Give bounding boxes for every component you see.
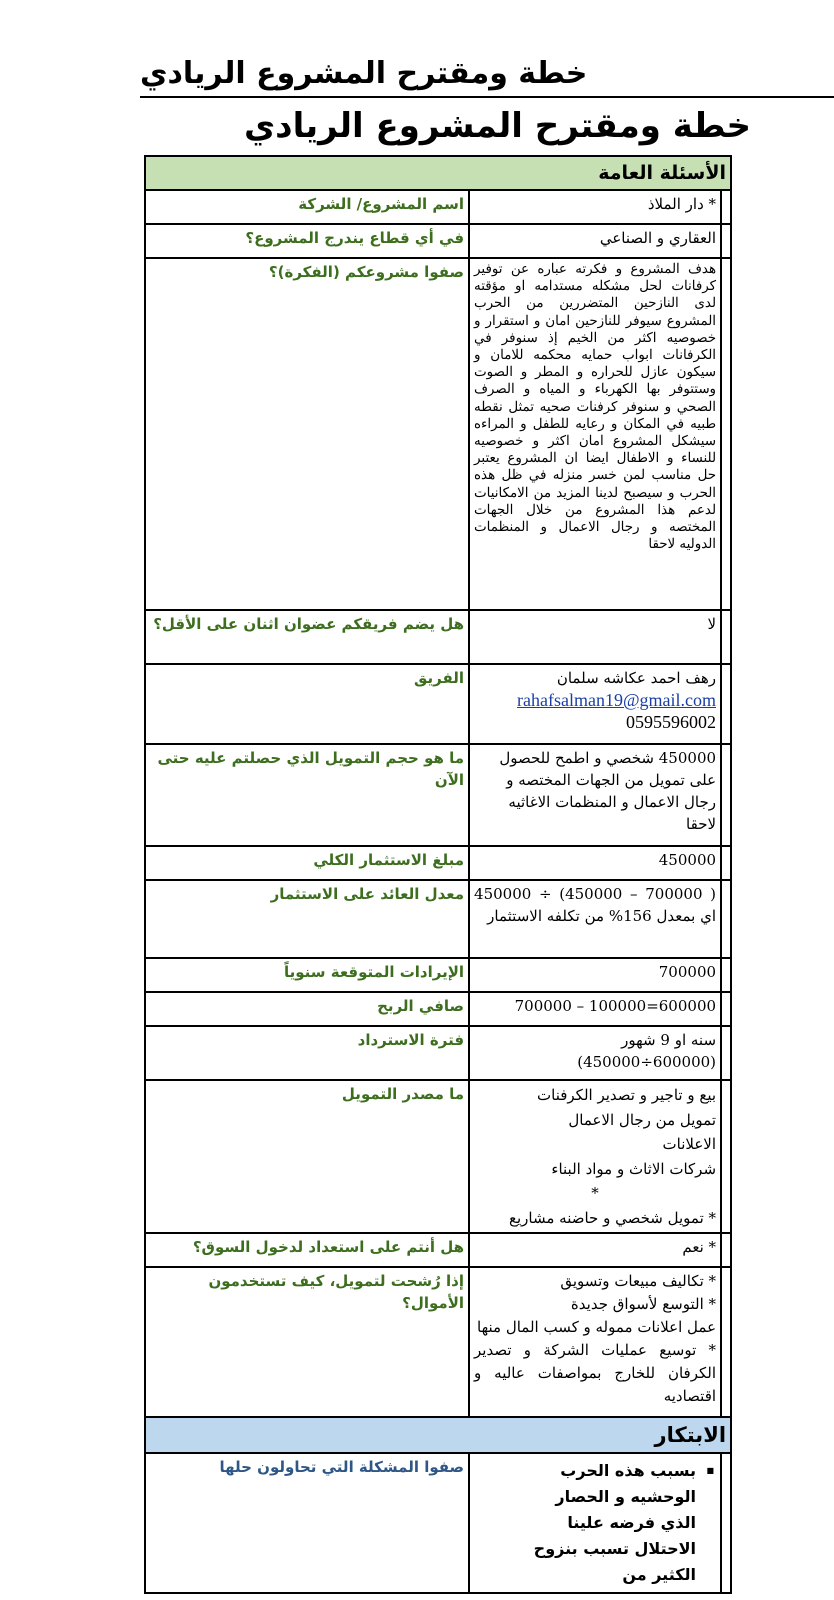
payback-line: سنه او 9 شهور [621, 1031, 717, 1049]
funding-source-line: بيع و تاجير و تصدير الكرفنات [537, 1086, 717, 1104]
project-plan-table [144, 155, 732, 1594]
funding-source-line: الاعلانات [662, 1135, 717, 1153]
roi-question: معدل العائد على الاستثمار [145, 880, 469, 958]
table-row [145, 744, 731, 846]
net-profit-question: صافي الربح [145, 992, 469, 1026]
list-item: ■ بسبب هذه الحرب الوحشيه و الحصار الذي فرضه علينا الاحتلال تسبب بنزوح الكثير من [526, 1458, 700, 1588]
table-row [145, 1267, 731, 1417]
funding-source-question: ما مصدر التمويل [145, 1080, 469, 1233]
project-name-answer: * دار الملاذ [469, 190, 721, 224]
funding-source-line: * [591, 1184, 599, 1202]
general-section-header [145, 156, 731, 190]
problem-bullet-list [474, 1458, 716, 1588]
table-row [145, 1453, 731, 1593]
funding-received-answer: 450000 شخصي و اطمح للحصول على تمويل من الجهات المختصه و رجال الاعمال و المنظمات الاغاثيه لاحقا [469, 744, 721, 846]
problem-question: صفوا المشكلة التي تحاولون حلها [145, 1453, 469, 1593]
team-size-answer: لا [469, 610, 721, 664]
project-description-question: صفوا مشروعكم (الفكرة)؟ [145, 258, 469, 610]
sector-question: في أي قطاع يندرج المشروع؟ [145, 224, 469, 258]
table-row [145, 610, 731, 664]
funding-source-answer [469, 1080, 721, 1233]
annual-revenue-answer: 700000 [469, 958, 721, 992]
table-row [145, 1233, 731, 1267]
team-answer [469, 664, 721, 744]
fund-usage-line: * تكاليف مبيعات وتسويق [560, 1272, 717, 1290]
table-row [145, 664, 731, 744]
innovation-section-title: الابتكار [145, 1417, 731, 1453]
table-row [145, 1026, 731, 1080]
roi-answer: ( 700000 – 450000) ÷ 450000 اي بمعدل 156% من تكلفه الاستثمار [469, 880, 721, 958]
table-row [145, 190, 731, 224]
page-title: خطة ومقترح المشروع الريادي [244, 106, 751, 146]
table-row [145, 1080, 731, 1233]
total-investment-answer: 450000 [469, 846, 721, 880]
total-investment-question: مبلغ الاستثمار الكلي [145, 846, 469, 880]
annual-revenue-question: الإيرادات المتوقعة سنوياً [145, 958, 469, 992]
team-question: الفريق [145, 664, 469, 744]
payback-period-question: فترة الاسترداد [145, 1026, 469, 1080]
table-row [145, 258, 731, 610]
team-member-phone: 0595596002 [626, 712, 717, 732]
table-row [145, 880, 731, 958]
document-header-title: خطة ومقترح المشروع الريادي [140, 52, 834, 98]
fund-usage-answer [469, 1267, 721, 1417]
sector-answer: العقاري و الصناعي [469, 224, 721, 258]
payback-line: (600000÷450000) [577, 1053, 717, 1071]
funding-source-line: * تمويل شخصي و حاضنه مشاريع [509, 1208, 717, 1227]
team-member-email-link[interactable]: rahafsalman19@gmail.com [517, 690, 717, 710]
net-profit-answer: 600000=100000 – 700000 [469, 992, 721, 1026]
project-name-question: اسم المشروع/ الشركة [145, 190, 469, 224]
table-row [145, 224, 731, 258]
team-member-name: رهف احمد عكاشه سلمان [556, 669, 717, 687]
innovation-section-header [145, 1417, 731, 1453]
fund-usage-line: عمل اعلانات مموله و كسب المال منها [477, 1318, 717, 1336]
fund-usage-question: إذا رُشحت لتمويل، كيف تستخدمون الأموال؟ [145, 1267, 469, 1417]
problem-answer [469, 1453, 721, 1593]
team-size-question: هل يضم فريقكم عضوان اثنان على الأقل؟ [145, 610, 469, 664]
payback-period-answer [469, 1026, 721, 1080]
fund-usage-line: * التوسع لأسواق جديدة [570, 1295, 717, 1313]
funding-source-line: تمويل من رجال الاعمال [568, 1110, 717, 1129]
general-section-title: الأسئلة العامة [145, 156, 731, 190]
funding-received-question: ما هو حجم التمويل الذي حصلتم عليه حتى الآن [145, 744, 469, 846]
table-row [145, 846, 731, 880]
market-readiness-answer: * نعم [469, 1233, 721, 1267]
market-readiness-question: هل أنتم على استعداد لدخول السوق؟ [145, 1233, 469, 1267]
fund-usage-line: * توسيع عمليات الشركة و تصدير الكرفان للخارج بمواصفات عاليه و اقتصاديه [474, 1341, 717, 1405]
project-description-answer: هدف المشروع و فكرته عباره عن توفير كرفانات لحل مشكله مستدامه او مؤقته لدى النازحين المتضررين من الحرب المشروع سيوفر للنازحين امان و استقرار و خصوصيه اكثر من الخيم إذ سنوفر في الكرفانات ابواب حمايه محكمه للامان و سيكون عازل للحراره و المطر و الصوت وستتوفر بها الكهرباء و المياه و الصرف الصحي و سنوفر كرفنات صحيه تمثل نقطه طبيه في المكان و رعايه للطفل و المراءه سيشكل المشروع امان اكثر و خصوصيه للنساء و الاطفال ايضا ان المشروع يعتبر حل مناسب لمن خسر منزله في ظل هذه الحرب و سيصبح لدينا المزيد من الامكانيات لدعم هذا المشروع من خلال الجهات المختصه و رجال الاعمال و المنظمات الدوليه لاحقا [469, 258, 721, 610]
table-row [145, 992, 731, 1026]
table-row [145, 958, 731, 992]
funding-source-line: شركات الاثاث و مواد البناء [551, 1159, 717, 1178]
